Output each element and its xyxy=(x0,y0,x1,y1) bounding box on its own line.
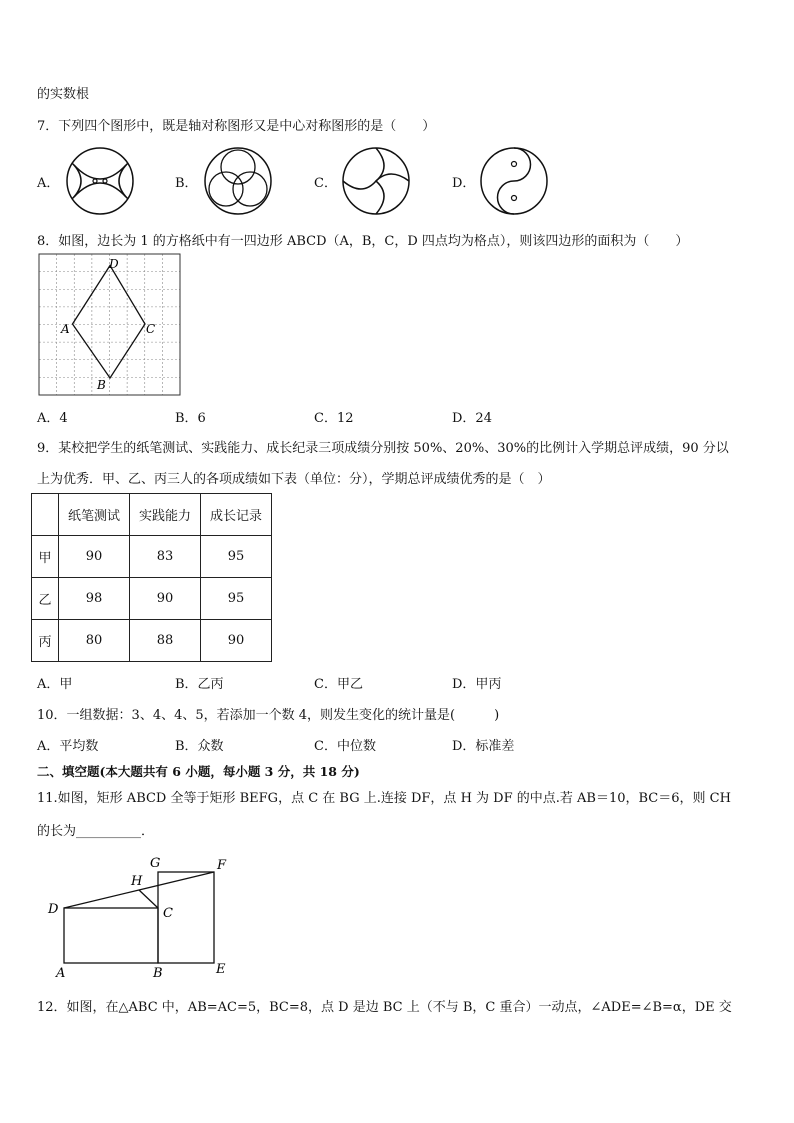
q9-stem-line1: 9．某校把学生的纸笔测试、实践能力、成长纪录三项成绩分别按 50%、20%、30%的比例计入学期总评成绩，90 分以 xyxy=(37,441,729,456)
q10-option-d: D．标准差 xyxy=(452,739,515,754)
q10-stem: 10．一组数据：3、4、4、5，若添加一个数 4，则发生变化的统计量是( ) xyxy=(37,708,500,723)
table-cell: 95 xyxy=(201,578,272,620)
section-heading: 二、填空题(本大题共有 6 小题，每小题 3 分，共 18 分) xyxy=(37,764,360,779)
table-row xyxy=(32,620,272,662)
q11-label-h: H xyxy=(131,874,143,889)
q8-label-c: C xyxy=(146,322,156,336)
q9-stem-line2: 上为优秀．甲、乙、丙三人的各项成绩如下表（单位：分），学期总评成绩优秀的是（ ） xyxy=(37,472,551,487)
q9-option-c: C．甲乙 xyxy=(314,677,363,692)
carry-over-text: 的实数根 xyxy=(37,87,90,102)
table-cell: 90 xyxy=(59,536,130,578)
q12-stem: 12．如图，在△ABC 中，AB=AC=5，BC=8，点 D 是边 BC 上（不与 B，C 重合）一动点，∠ADE=∠B=α，DE 交 xyxy=(37,1000,732,1015)
table-cell: 90 xyxy=(201,620,272,662)
table-header-row xyxy=(32,494,272,536)
q8-stem: 8．如图，边长为 1 的方格纸中有一四边形 ABCD（A，B，C，D 四点均为格点），则该四边形的面积为（ ） xyxy=(37,234,689,249)
table-header-cell: 纸笔测试 xyxy=(59,494,130,536)
q8-grid-figure xyxy=(37,252,183,398)
q7-figure-d xyxy=(478,145,550,217)
q11-label-b: B xyxy=(153,966,163,980)
table-cell: 83 xyxy=(130,536,201,578)
q11-label-g: G xyxy=(150,856,161,871)
table-header-cell: 实践能力 xyxy=(130,494,201,536)
q7-stem: 7．下列四个图形中，既是轴对称图形又是中心对称图形的是（ ） xyxy=(37,119,436,134)
q10-option-c: C．中位数 xyxy=(314,739,376,754)
q7-option-c-label: C． xyxy=(314,176,337,191)
q11-label-f: F xyxy=(217,858,227,873)
q7-figure-c xyxy=(340,145,412,217)
q8-option-d: D．24 xyxy=(452,411,492,426)
table-row xyxy=(32,536,272,578)
q9-option-b: B．乙丙 xyxy=(175,677,224,692)
q11-label-d: D xyxy=(48,902,59,917)
q7-figure-b xyxy=(202,145,274,217)
q11-label-c: C xyxy=(163,906,173,921)
q11-rectangle-figure xyxy=(36,845,236,980)
q8-label-b: B xyxy=(97,378,106,392)
q11-stem-line2: 的长为__________． xyxy=(37,824,155,839)
q7-option-b-label: B． xyxy=(175,176,198,191)
q8-label-a: A xyxy=(61,322,70,336)
q11-label-a: A xyxy=(56,966,66,980)
table-header-cell xyxy=(32,494,59,536)
table-cell: 90 xyxy=(130,578,201,620)
table-cell: 乙 xyxy=(32,578,59,620)
table-cell: 80 xyxy=(59,620,130,662)
q8-option-b: B．6 xyxy=(175,411,206,426)
q9-score-table xyxy=(31,493,272,662)
q7-option-a-label: A． xyxy=(37,176,60,191)
table-header-cell: 成长记录 xyxy=(201,494,272,536)
table-cell: 88 xyxy=(130,620,201,662)
q9-option-d: D．甲丙 xyxy=(452,677,502,692)
q11-label-e: E xyxy=(216,962,226,977)
table-cell: 甲 xyxy=(32,536,59,578)
table-row xyxy=(32,578,272,620)
table-cell: 98 xyxy=(59,578,130,620)
q8-option-a: A．4 xyxy=(37,411,68,426)
q10-option-a: A．平均数 xyxy=(37,739,99,754)
q11-stem-line1: 11.如图，矩形 ABCD 全等于矩形 BEFG，点 C 在 BG 上.连接 DF，点 H 为 DF 的中点.若 AB＝10，BC＝6，则 CH xyxy=(37,791,731,806)
table-cell: 95 xyxy=(201,536,272,578)
table-cell: 丙 xyxy=(32,620,59,662)
q7-option-d-label: D． xyxy=(452,176,476,191)
q9-option-a: A．甲 xyxy=(37,677,73,692)
q10-option-b: B．众数 xyxy=(175,739,224,754)
q7-figure-a xyxy=(64,145,136,217)
q8-label-d: D xyxy=(109,257,119,271)
q8-option-c: C．12 xyxy=(314,411,354,426)
